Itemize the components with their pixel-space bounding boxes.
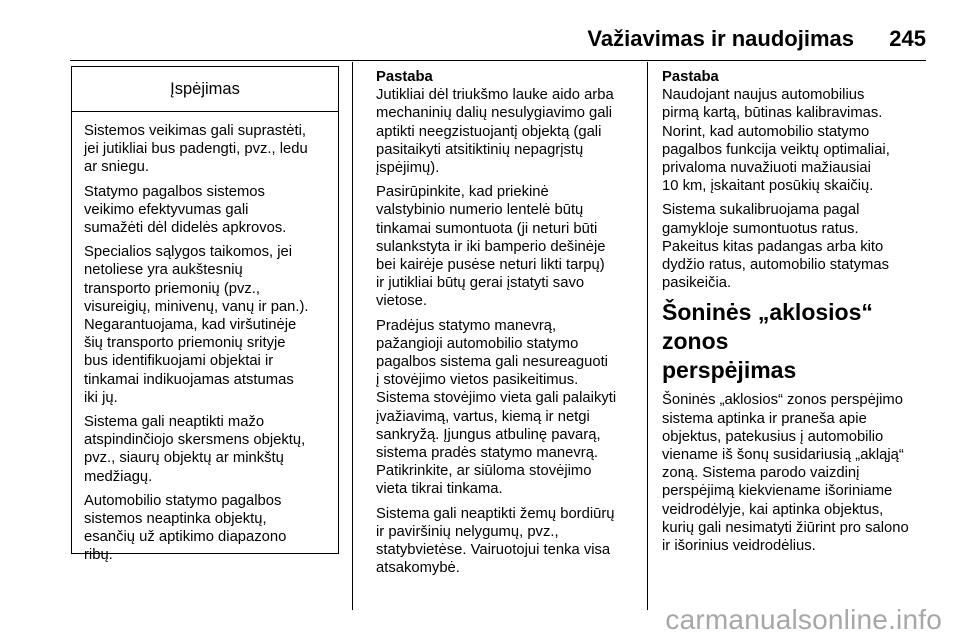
body-paragraph: Naudojant naujus automobilius pirmą kartą, būtinas kalibravimas. Norint, kad automobilio statymo pagalbos funkcija veiktų optimaliai, privaloma nuvažiuoti mažiausiai 10 km, įskaitant posūkių skaičių. <box>662 87 890 195</box>
note-label: Pastaba <box>662 69 719 85</box>
warning-paragraph: Sistema gali neaptikti mažo atspindinčiojo skersmens objektų, pvz., siaurų objektų ar minkštų medžiagų. <box>84 414 306 485</box>
body-paragraph: Sistema gali neaptikti žemų bordiūrų ir paviršinių nelygumų, pvz., statybvietėse. Vairuotojui tenka visa atsakomybė. <box>376 505 615 577</box>
warning-paragraph: Automobilio statymo pagalbos sistemos neaptinka objektų, esančių už aptikimo diapazono ribų. <box>84 492 287 564</box>
body-paragraph: Pradėjus statymo manevrą, pažangioji automobilio statymo pagalbos sistema gali nesureaguoti į stovėjimo vietos pasikeitimus. Sistema stovėjimo vieta gali palaikyti įvažiavimą, vartus, kiemą ir netgi sankryžą. Įjungus atbulinę pavarą, sistema pradės statymo manevrą. Patikrinkite, ar siūloma stovėjimo vieta tikrai tinkama. <box>376 317 617 498</box>
column-divider-left <box>352 62 353 610</box>
page-header <box>70 24 926 58</box>
body-paragraph: Pasirūpinkite, kad priekinė valstybinio numerio lentelė būtų tinkamai sumontuota (ji neturi būti sulankstyta ir iki bamperio dešinėje bei kairėje pusėse neturi likti tarpų) ir jutikliai būtų gerai įstatyti savo vietose. <box>376 184 606 310</box>
middle-column <box>376 68 638 583</box>
body-paragraph: Šoninės „aklosios“ zonos perspėjimo sistema aptinka ir praneša apie objektus, patekusius į automobilio viename iš šonų susidariusią „akląją“ zoną. Sistema parodo vaizdinį perspėjimą kiekviename išoriniame veidrodėlyje, kai aptinka objektus, kurių gali nesimatyti žiūrint pro salono ir išorinius veidrodėlius. <box>662 392 909 555</box>
warning-paragraph: Statymo pagalbos sistemos veikimo efektyvumas gali sumažėti dėl didelės apkrovos. <box>84 183 287 237</box>
watermark: carmanualsonline.info <box>665 604 942 635</box>
warning-box <box>71 66 339 564</box>
body-paragraph: Sistema sukalibruojama pagal gamykloje sumontuotus ratus. Pakeitus kitas padangas arba kito dydžio ratus, automobilio statymas pasikeičia. <box>662 202 889 292</box>
warning-paragraph: Sistemos veikimas gali suprastėti, jei jutikliai bus padengti, pvz., ledu ar sniegu. <box>84 123 308 176</box>
warning-body <box>72 112 338 565</box>
page-number: 245 <box>889 26 926 51</box>
note-label: Pastaba <box>376 69 433 85</box>
chapter-title: Važiavimas ir naudojimas <box>587 26 854 51</box>
warning-paragraph: Specialios sąlygos taikomos, jei netoliese yra aukštesnių transporto priemonių (pvz., visureigių, minivenų, vanų ir pan.). Negarantuojama, kad viršutinėje šių transporto priemonių srityje bus identifikuojami objektai ir tinkamai indikuojamas atstumas iki jų. <box>84 244 309 406</box>
section-heading: Šoninės „aklosios“ zonos perspėjimas <box>662 299 873 384</box>
right-column <box>662 68 932 561</box>
column-divider-right <box>647 62 648 610</box>
body-paragraph: Jutikliai dėl triukšmo lauke aido arba mechaninių dalių nesulygiavimo gali aptikti neegzistuojantį objektą (gali pasitaikyti atsitiktinių nepagrįstų įspėjimų). <box>376 87 614 177</box>
header-rule <box>70 60 926 61</box>
warning-title: Įspėjimas <box>72 67 338 112</box>
